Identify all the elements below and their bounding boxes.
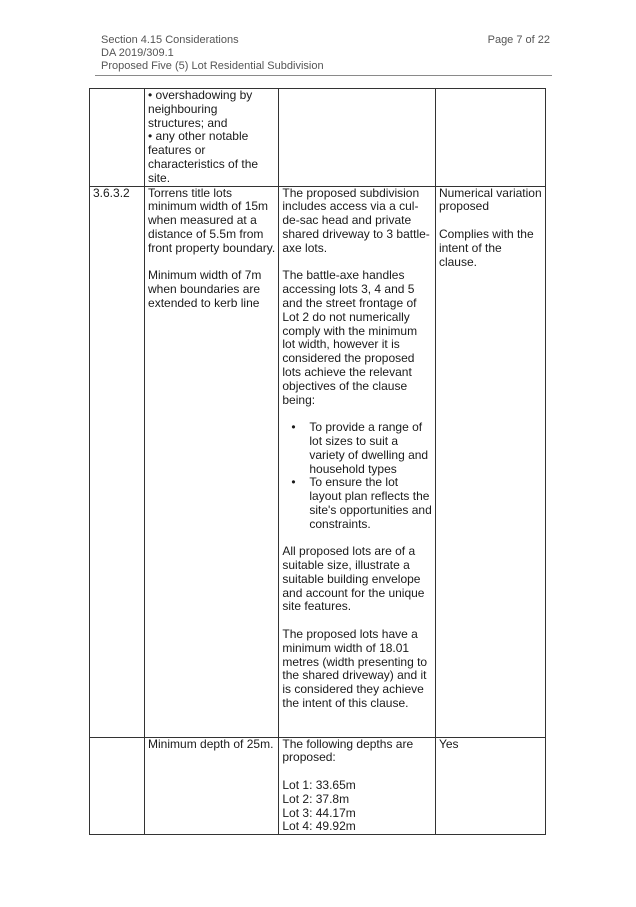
clause-cell	[90, 737, 145, 835]
header-section-title: Section 4.15 Considerations	[101, 34, 239, 46]
header-da-number: DA 2019/309.1	[101, 47, 174, 59]
requirement-cell: Minimum depth of 25m.	[145, 737, 279, 835]
list-item: • any other notable features or characteristics of the site.	[148, 129, 259, 185]
lot-depth: Lot 3: 44.17m	[282, 805, 356, 820]
clause-cell: 3.6.3.2	[90, 186, 145, 737]
proposal-text: The proposed subdivision includes access via a cul-de-sac head and private shared driveway to 3 battle-axe lots.	[282, 185, 430, 255]
compliance-cell	[435, 89, 545, 187]
list-item: • To ensure the lot layout plan reflects the site's opportunities and constraints.	[309, 476, 432, 531]
requirement-cell	[145, 186, 279, 737]
proposal-cell	[279, 737, 436, 835]
compliance-text: Numerical variation proposed	[438, 185, 542, 214]
compliance-cell	[435, 186, 545, 737]
lot-depth: Lot 2: 37.8m	[282, 791, 350, 806]
table-row	[90, 89, 546, 187]
proposal-text: The following depths are proposed:	[282, 736, 414, 765]
page-header	[101, 34, 550, 73]
requirement-cell	[145, 89, 279, 187]
list-item: • To provide a range of lot sizes to suit a variety of dwelling and household types	[309, 421, 432, 476]
header-divider	[95, 75, 552, 76]
header-proposal-title: Proposed Five (5) Lot Residential Subdivision	[101, 60, 324, 72]
page-number: Page 7 of 22	[487, 34, 550, 46]
proposal-cell	[279, 89, 436, 187]
clause-cell	[90, 89, 145, 187]
lot-depth: Lot 1: 33.65m	[282, 777, 356, 792]
considerations-table	[89, 88, 546, 835]
objectives-list	[282, 421, 432, 531]
lot-depth: Lot 4: 49.92m	[282, 819, 356, 834]
proposal-cell	[279, 186, 436, 737]
requirement-text: Torrens title lots minimum width of 15m when measured at a distance of 5.5m from front property boundary.	[148, 185, 276, 255]
proposal-text: The battle-axe handles accessing lots 3, 4 and 5 and the street frontage of Lot 2 do not numerically comply with the minimum lot width, however it is considered the proposed lots achieve the relevant objectives of the clause being:	[282, 268, 418, 407]
requirement-text: Minimum width of 7m when boundaries are extended to kerb line	[148, 268, 262, 310]
table-row	[90, 186, 546, 737]
list-item: • overshadowing by neighbouring structures; and	[148, 88, 253, 130]
proposal-text: All proposed lots are of a suitable size, illustrate a suitable building envelope and account for the unique site features.	[282, 544, 425, 614]
compliance-text: Complies with the intent of the clause.	[438, 226, 534, 269]
table-row	[90, 737, 546, 835]
compliance-cell: Yes	[435, 737, 545, 835]
proposal-text: The proposed lots have a minimum width of 18.01 metres (width presenting to the shared driveway) and it is considered they achieve the intent of this clause.	[282, 627, 428, 711]
